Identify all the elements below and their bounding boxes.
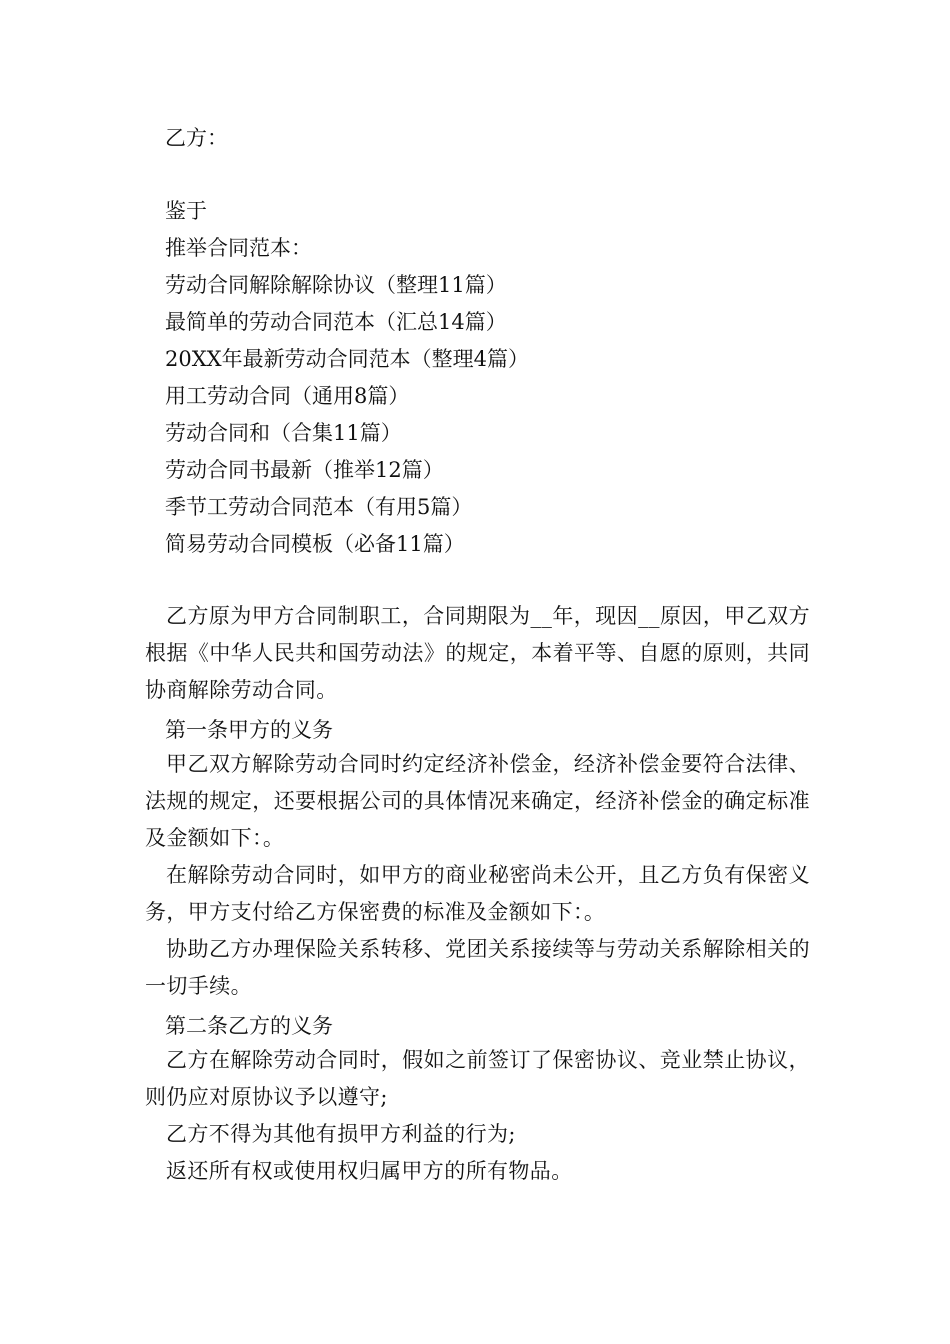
article1-title: 第一条甲方的义务 (165, 718, 333, 742)
article1-item: 协助乙方办理保险关系转移、党团关系接续等与劳动关系解除相关的一切手续。 (145, 937, 810, 998)
article1-item: 甲乙双方解除劳动合同时约定经济补偿金，经济补偿金要符合法律、法规的规定，还要根据公司的具体情况来确定，经济补偿金的确定标准及金额如下：。 (145, 752, 810, 850)
article2-item: 乙方不得为其他有损甲方利益的行为; (166, 1122, 516, 1146)
recommended-link[interactable]: 20XX年最新劳动合同范本（整理4篇） (165, 347, 529, 371)
article2-title: 第二条乙方的义务 (165, 1014, 333, 1038)
recommended-link[interactable]: 劳动合同书最新（推举12篇） (165, 458, 444, 482)
whereas-heading: 鉴于 (165, 199, 207, 223)
party-b-label: 乙方： (165, 126, 228, 150)
recommended-link[interactable]: 简易劳动合同模板（必备11篇） (165, 532, 465, 556)
recommended-link[interactable]: 劳动合同解除解除协议（整理11篇） (165, 273, 507, 297)
recommend-title: 推举合同范本： (165, 236, 312, 260)
recommended-link[interactable]: 用工劳动合同（通用8篇） (165, 384, 410, 408)
article2-item: 返还所有权或使用权归属甲方的所有物品。 (166, 1159, 573, 1183)
article2-item: 乙方在解除劳动合同时，假如之前签订了保密协议、竞业禁止协议，则仍应对原协议予以遵守; (145, 1048, 810, 1109)
article1-item: 在解除劳动合同时，如甲方的商业秘密尚未公开，且乙方负有保密义务，甲方支付给乙方保密费的标准及金额如下：。 (145, 863, 810, 924)
intro-paragraph: 乙方原为甲方合同制职工，合同期限为__年，现因__原因，甲乙双方根据《中华人民共和国劳动法》的规定，本着平等、自愿的原则，共同协商解除劳动合同。 (145, 604, 810, 702)
recommended-link[interactable]: 劳动合同和（合集11篇） (165, 421, 402, 445)
recommended-link[interactable]: 最简单的劳动合同范本（汇总14篇） (165, 310, 507, 334)
recommended-link[interactable]: 季节工劳动合同范本（有用5篇） (165, 495, 473, 519)
